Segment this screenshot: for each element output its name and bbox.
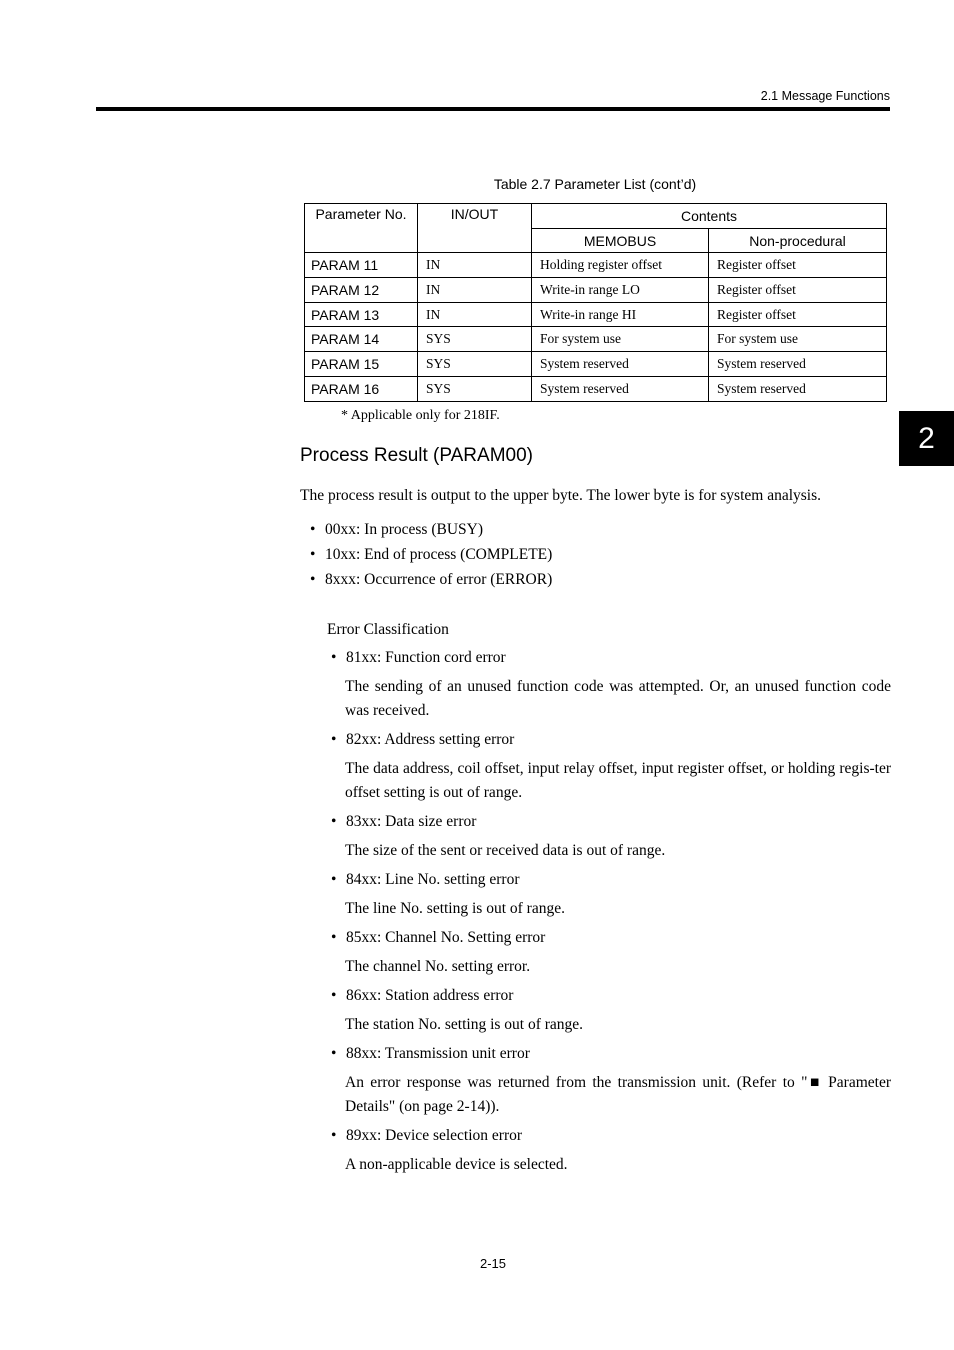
list-item [331,646,891,728]
section-heading: Process Result (PARAM00) [300,445,533,466]
io-cell: SYS [418,352,532,377]
intro-paragraph: The process result is output to the upper byte. The lower byte is for system analysis. [300,487,822,504]
io-cell: IN [418,253,532,278]
bullet-icon: • [331,987,337,1004]
list-item [310,567,552,592]
memobus-cell: System reserved [532,376,709,401]
parameter-table [304,203,887,402]
header-in-out: IN/OUT [418,204,532,253]
table-row [305,352,887,377]
table-caption: Table 2.7 Parameter List (cont’d) [493,176,697,192]
error-title: 84xx: Line No. setting error [346,871,520,888]
header-param-no: Parameter No. [305,204,418,253]
bullet-icon: • [310,546,316,563]
error-classification-list [331,646,891,1182]
table-row [305,376,887,401]
list-item [331,926,891,984]
process-result-list [310,517,552,592]
table-row [305,302,887,327]
table-row [305,327,887,352]
bullet-icon: • [310,571,316,588]
error-title: 89xx: Device selection error [346,1127,523,1144]
nonproc-cell: Register offset [709,302,887,327]
error-title: 82xx: Address setting error [346,731,515,748]
error-description: The data address, coil offset, input relay offset, input register offset, or holding regis-ter offset setting is out of range. [345,760,891,801]
param-cell: PARAM 15 [305,352,418,377]
nonproc-cell: For system use [709,327,887,352]
bullet-icon: • [331,731,337,748]
nonproc-cell: Register offset [709,253,887,278]
list-item-text: 10xx: End of process (COMPLETE) [325,546,553,563]
param-cell: PARAM 11 [305,253,418,278]
error-classification-heading: Error Classification [327,621,449,638]
nonproc-cell: System reserved [709,376,887,401]
error-description: The sending of an unused function code was attempted. Or, an unused function code was received. [345,678,891,719]
list-item [331,868,891,926]
table-row [305,278,887,303]
error-title: 85xx: Channel No. Setting error [346,929,546,946]
list-item [331,984,891,1042]
list-item [310,517,552,542]
list-item [331,728,891,810]
table-row [305,253,887,278]
io-cell: SYS [418,327,532,352]
error-title: 88xx: Transmission unit error [346,1045,530,1062]
chapter-tab: 2 [899,411,954,466]
header-non-procedural: Non-procedural [709,228,887,253]
list-item [310,542,552,567]
list-item-text: 00xx: In process (BUSY) [325,521,483,538]
table-footnote: * Applicable only for 218IF. [341,408,500,423]
error-description: An error response was returned from the transmission unit. (Refer to "■ Parameter Details" (on page 2-14)). [345,1074,891,1115]
error-title: 86xx: Station address error [346,987,514,1004]
bullet-icon: • [331,871,337,888]
header-contents: Contents [532,204,887,229]
param-cell: PARAM 13 [305,302,418,327]
bullet-icon: • [331,813,337,830]
bullet-icon: • [310,521,316,538]
memobus-cell: Holding register offset [532,253,709,278]
list-item [331,1042,891,1124]
header-memobus: MEMOBUS [532,228,709,253]
nonproc-cell: System reserved [709,352,887,377]
memobus-cell: System reserved [532,352,709,377]
error-description: A non-applicable device is selected. [345,1156,568,1173]
bullet-icon: • [331,649,337,666]
error-description: The station No. setting is out of range. [345,1016,584,1033]
bullet-icon: • [331,1045,337,1062]
error-description: The channel No. setting error. [345,958,531,975]
list-item [331,810,891,868]
header-rule [96,107,890,111]
bullet-icon: • [331,929,337,946]
io-cell: SYS [418,376,532,401]
page-number: 2-15 [479,1256,507,1271]
param-cell: PARAM 12 [305,278,418,303]
memobus-cell: Write-in range HI [532,302,709,327]
nonproc-cell: Register offset [709,278,887,303]
error-title: 83xx: Data size error [346,813,477,830]
error-description: The size of the sent or received data is out of range. [345,842,666,859]
error-description: The line No. setting is out of range. [345,900,565,917]
param-cell: PARAM 16 [305,376,418,401]
memobus-cell: For system use [532,327,709,352]
running-header: 2.1 Message Functions [760,89,890,103]
io-cell: IN [418,278,532,303]
param-cell: PARAM 14 [305,327,418,352]
io-cell: IN [418,302,532,327]
error-title: 81xx: Function cord error [346,649,506,666]
list-item-text: 8xxx: Occurrence of error (ERROR) [325,571,553,588]
bullet-icon: • [331,1127,337,1144]
list-item [331,1124,891,1182]
memobus-cell: Write-in range LO [532,278,709,303]
